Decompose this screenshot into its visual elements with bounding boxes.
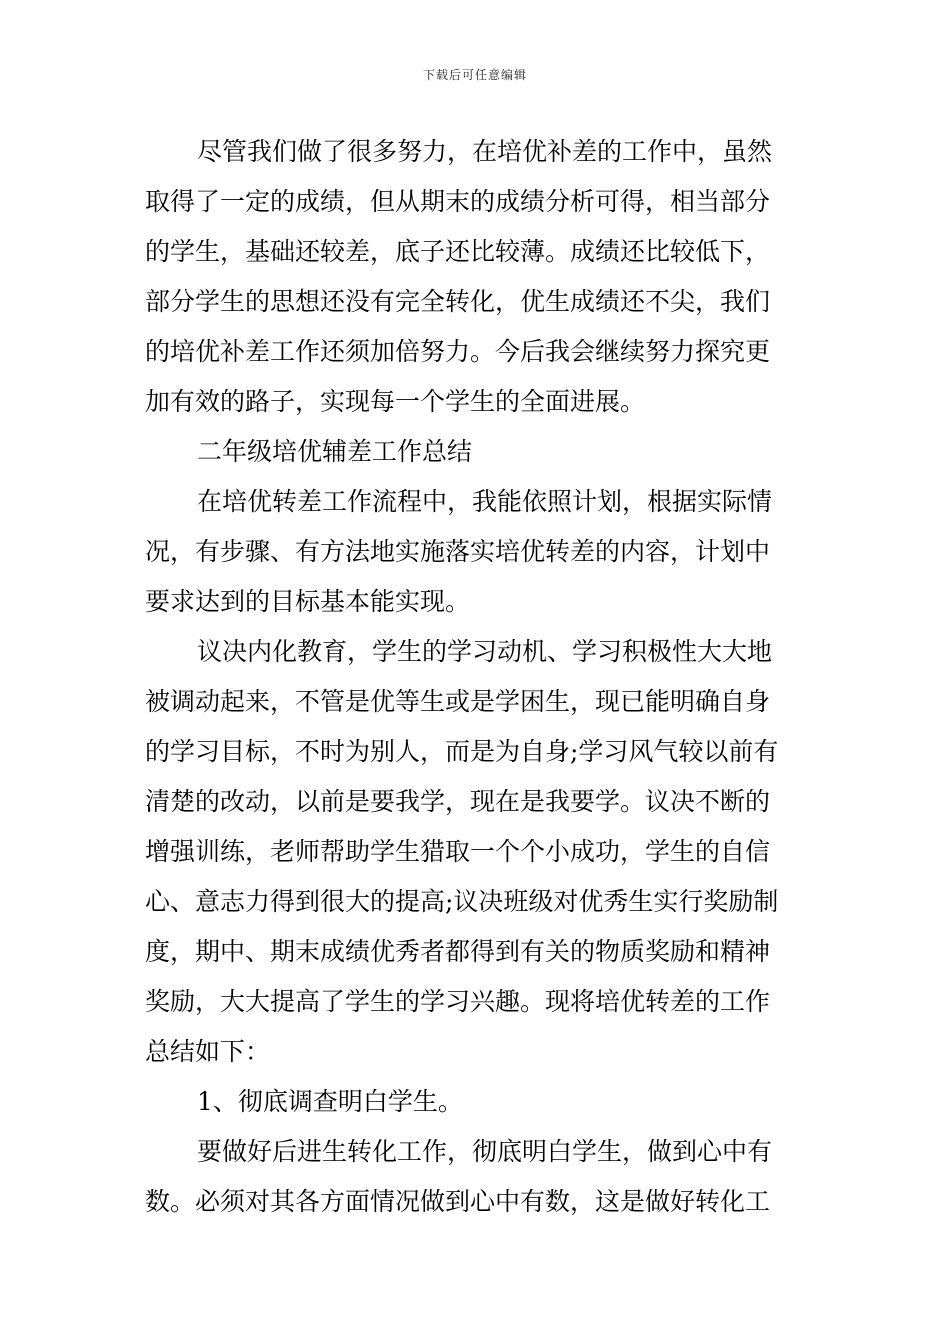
header-note: 下载后可任意编辑	[422, 68, 527, 82]
paragraph	[145, 627, 807, 1077]
text-line: 增强训练，老师帮助学生猎取一个个小成功，学生的自信	[145, 837, 771, 866]
text-line: 1、彻底调查明白学生。	[197, 1087, 463, 1116]
text-line: 况，有步骤、有方法地实施落实培优转差的内容，计划中	[145, 537, 771, 566]
text-line: 加有效的路子，实现每一个学生的全面进展。	[145, 387, 646, 416]
paragraph	[145, 1127, 807, 1227]
text-line: 的学习目标，不时为别人，而是为自身;学习风气较以前有	[145, 737, 779, 766]
text-line: 要求达到的目标基本能实现。	[145, 587, 471, 616]
text-line: 总结如下：	[145, 1037, 271, 1066]
text-line: 要做好后进生转化工作，彻底明白学生，做到心中有	[197, 1137, 773, 1166]
text-line: 度，期中、期末成绩优秀者都得到有关的物质奖励和精神	[145, 937, 771, 966]
document-body	[145, 127, 807, 1227]
paragraph	[145, 1077, 807, 1127]
text-line: 心、意志力得到很大的提高;议决班级对优秀生实行奖励制	[145, 887, 779, 916]
text-line: 被调动起来，不管是优等生或是学困生，现已能明确自身	[145, 687, 771, 716]
text-line: 议决内化教育，学生的学习动机、学习积极性大大地	[197, 637, 773, 666]
text-line: 部分学生的思想还没有完全转化，优生成绩还不尖，我们	[145, 287, 771, 316]
text-line: 二年级培优辅差工作总结	[197, 437, 473, 466]
text-line: 清楚的改动，以前是要我学，现在是我要学。议决不断的	[145, 787, 771, 816]
text-line: 奖励，大大提高了学生的学习兴趣。现将培优转差的工作	[145, 987, 771, 1016]
text-line: 数。必须对其各方面情况做到心中有数，这是做好转化工	[145, 1187, 771, 1216]
paragraph	[145, 127, 807, 427]
paragraph	[145, 477, 807, 627]
text-line: 的培优补差工作还须加倍努力。今后我会继续努力探究更	[145, 337, 771, 366]
text-line: 在培优转差工作流程中，我能依照计划，根据实际情	[197, 487, 773, 516]
text-line: 尽管我们做了很多努力，在培优补差的工作中，虽然	[197, 137, 773, 166]
text-line: 取得了一定的成绩，但从期末的成绩分析可得，相当部分	[145, 187, 771, 216]
text-line: 的学生，基础还较差，底子还比较薄。成绩还比较低下，	[145, 237, 771, 266]
paragraph	[145, 427, 807, 477]
